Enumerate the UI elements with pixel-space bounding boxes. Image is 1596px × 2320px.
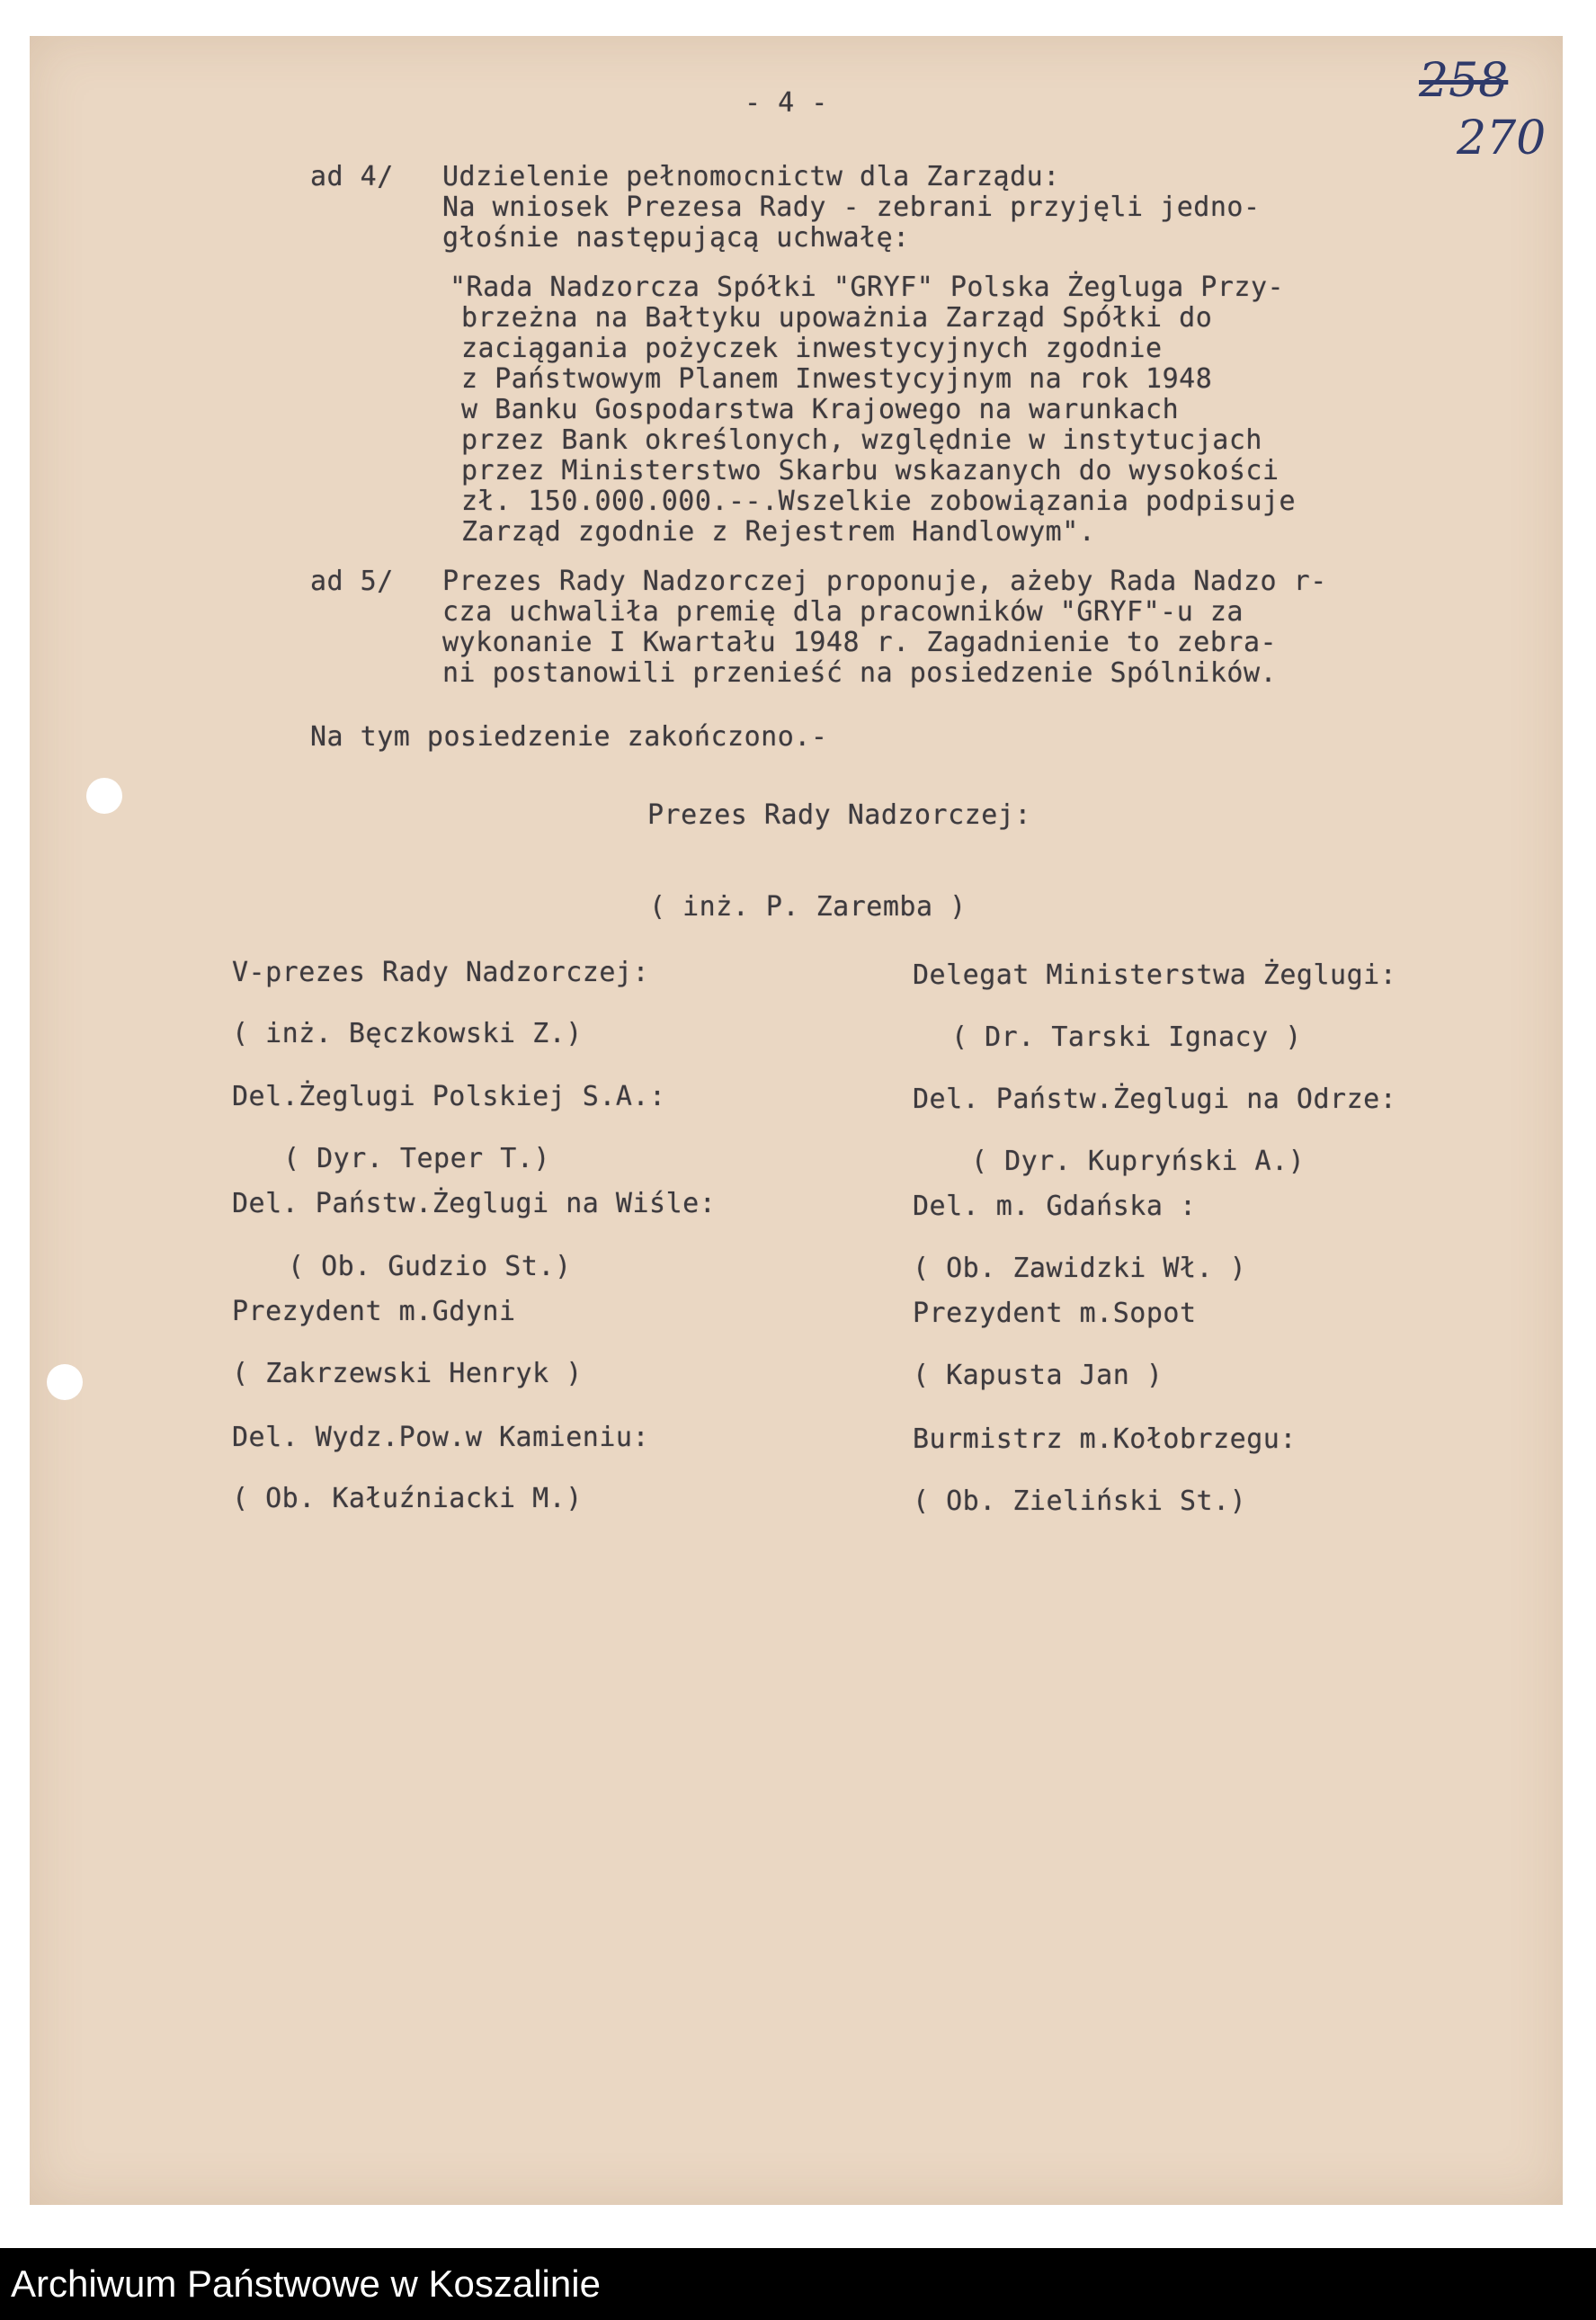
signatory-title: Del.Żeglugi Polskiej S.A.: [232, 1081, 666, 1112]
item-label-ad4: ad 4/ [310, 161, 394, 192]
signatory-name: ( Dyr. Teper T.) [283, 1143, 550, 1174]
resolution-line: zł. 150.000.000.--.Wszelkie zobowiązania podpisuje [461, 486, 1297, 517]
resolution-line: przez Bank określonych, względnie w instytucjach [461, 424, 1262, 456]
signatory-name: ( Ob. Kałuźniacki M.) [232, 1483, 583, 1514]
signatory-title: Burmistrz m.Kołobrzegu: [913, 1423, 1297, 1455]
closing-statement: Na tym posiedzenie zakończono.- [310, 721, 828, 753]
item-text-line: wykonanie I Kwartału 1948 r. Zagadnienie to zebra- [442, 627, 1278, 658]
footer-bar [0, 2248, 1596, 2320]
chairman-name: ( inż. P. Zaremba ) [649, 891, 967, 923]
signatory-title: Del. Wydz.Pow.w Kamieniu: [232, 1422, 650, 1453]
signatory-name: ( Ob. Gudzio St.) [288, 1251, 572, 1282]
signatory-title: Prezydent m.Sopot [913, 1298, 1197, 1329]
signatory-name: ( Zakrzewski Henryk ) [232, 1358, 583, 1389]
signatory-name: ( inż. Bęczkowski Z.) [232, 1018, 583, 1049]
item-text-line: Udzielenie pełnomocnictw dla Zarządu: [442, 161, 1060, 192]
punch-hole-upper [86, 778, 122, 814]
signatory-name: ( Ob. Zieliński St.) [913, 1486, 1247, 1517]
chairman-title: Prezes Rady Nadzorczej: [647, 799, 1031, 831]
archive-number-new: 270 [1457, 112, 1547, 165]
signatory-title: Del. Państw.Żeglugi na Wiśle: [232, 1188, 717, 1219]
punch-hole-lower [47, 1364, 83, 1400]
resolution-line: w Banku Gospodarstwa Krajowego na warunkach [461, 394, 1180, 425]
page-number: - 4 - [745, 87, 828, 119]
item-label-ad5: ad 5/ [310, 566, 394, 597]
signatory-title: Del. m. Gdańska : [913, 1191, 1197, 1222]
item-text-line: głośnie następującą uchwałę: [442, 222, 910, 254]
signatory-title: Prezydent m.Gdyni [232, 1296, 516, 1327]
signatory-name: ( Dyr. Kupryński A.) [971, 1146, 1306, 1177]
item-text-line: cza uchwaliła premię dla pracowników "GRYF"-u za [442, 596, 1244, 628]
resolution-line: brzeżna na Bałtyku upoważnia Zarząd Spółki do [461, 302, 1213, 334]
archive-name: Archiwum Państwowe w Koszalinie [11, 2262, 601, 2305]
item-text-line: ni postanowili przenieść na posiedzenie Spólników. [442, 657, 1278, 689]
signatory-name: ( Kapusta Jan ) [913, 1360, 1164, 1391]
signatory-name: ( Dr. Tarski Ignacy ) [951, 1022, 1302, 1053]
signatory-title: V-prezes Rady Nadzorczej: [232, 957, 650, 988]
signatory-title: Delegat Ministerstwa Żeglugi: [913, 959, 1397, 991]
signatory-title: Del. Państw.Żeglugi na Odrze: [913, 1084, 1397, 1115]
resolution-line: zaciągania pożyczek inwestycyjnych zgodnie [461, 333, 1163, 364]
resolution-line: z Państwowym Planem Inwestycyjnym na rok 1948 [461, 363, 1213, 395]
resolution-line: przez Ministerstwo Skarbu wskazanych do wysokości [461, 455, 1279, 486]
signatory-name: ( Ob. Zawidzki Wł. ) [913, 1253, 1247, 1284]
resolution-line: "Rada Nadzorcza Spółki "GRYF" Polska Żegluga Przy- [450, 272, 1285, 303]
item-text-line: Na wniosek Prezesa Rady - zebrani przyjęli jedno- [442, 192, 1261, 223]
resolution-line: Zarząd zgodnie z Rejestrem Handlowym". [461, 516, 1096, 548]
item-text-line: Prezes Rady Nadzorczej proponuje, ażeby Rada Nadzo r- [442, 566, 1327, 597]
archive-number-old: 258 [1419, 54, 1509, 108]
